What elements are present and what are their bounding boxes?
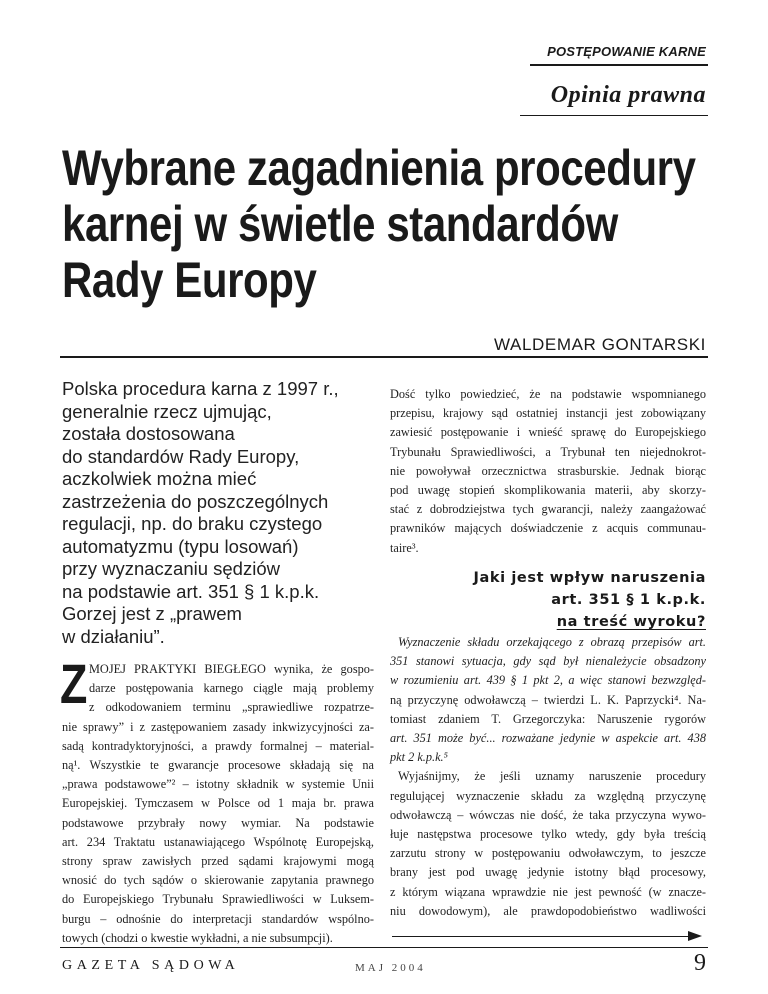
body-line: prawników mających doświadczenie z acquis communau- [390, 521, 706, 536]
body-line: pod uwagę stopień skomplikowania materii, aby skorzy- [390, 483, 706, 498]
body-line: odwoławczą – wówczas nie dość, że taka przyczyna wywo- [390, 807, 706, 822]
lead-line: została dostosowana [62, 423, 235, 444]
body-line: „prawa podstawowe”² – istotny składnik w systemie Unii [62, 777, 374, 792]
lead-line: do standardów Rady Europy, [62, 445, 300, 467]
lead-line: Gorzej jest z „prawem [62, 603, 242, 624]
body-line: regulującej wyznaczenie składu za względną przyczynę [390, 788, 706, 803]
body-line: art. 234 Traktatu ustanawiającego Wspólnotę Europejską, [62, 834, 374, 849]
title-line: karnej w świetle standardów [62, 196, 618, 252]
author-name: WALDEMAR GONTARSKI [494, 335, 706, 354]
lead-line: Polska procedura karna z 1997 r., [62, 378, 339, 399]
lead-line: generalnie rzecz ujmując, [62, 400, 272, 422]
body-line: stać z dobrodziejstwa tych gwarancji, należy zaangażować [390, 502, 706, 517]
body-line: niu dowodowym), ale prawdopodobieństwo wadliwości [390, 903, 706, 918]
article-title [62, 140, 696, 308]
body-line: zawiesić postępowanie i wnieść sprawę do Europejskiego [390, 425, 706, 440]
author-rule [60, 356, 708, 358]
lead-line: zastrzeżenia do poszczególnych [62, 490, 329, 512]
title-line: Rady Europy [62, 252, 317, 308]
issue-date: MAJ 2004 [355, 962, 426, 974]
body-line: z odkodowaniem terminu „sprawiedliwe rozpatrze- [89, 700, 374, 715]
subheading-line: na treść wyroku? [556, 614, 706, 630]
footer-rule [60, 947, 708, 948]
body-line: łuje następstwa procesowe tylko wtedy, gdy była treścią [390, 827, 706, 842]
body-line: ną¹. Wszystkie te gwarancje procesowe składają się na [62, 758, 374, 773]
body-line: Wyznaczenie składu orzekającego z obrazą przepisów art. [398, 635, 706, 649]
body-line: 351 stanowi sytuacja, gdy sąd był nienależycie obsadzony [390, 654, 706, 669]
body-line: tomiast zdaniem T. Grzegorczyka: Naruszenie rygorów [390, 711, 706, 726]
body-line: burgu – odnośnie do interpretacji standardów wspólno- [62, 911, 374, 926]
body-line: z którym wiązana wprawdzie nie jest pewność (w znacze- [390, 884, 706, 899]
page-number: 9 [694, 950, 706, 976]
lead-line: w działaniu”. [62, 625, 165, 647]
header-rule [530, 64, 708, 66]
publication-name: GAZETA SĄDOWA [62, 958, 240, 973]
lead-line: automatyzmu (typu losowań) [62, 535, 299, 557]
drop-cap: Z [60, 652, 88, 715]
rubric-label: Opinia prawna [550, 82, 706, 108]
body-column-left [62, 660, 374, 948]
body-line: towych (chodzi o kwestie wykładni, a nie subsumpcji). [62, 930, 333, 945]
section-subheading [474, 567, 706, 633]
body-line: darze postępowania karnego ciągle mają problemy [89, 681, 374, 696]
body-line: podstawowe przybrały nowy wymiar. Na podstawie [62, 815, 374, 830]
lead-paragraph [62, 378, 362, 648]
lead-line: przy wyznaczaniu sędziów [62, 558, 280, 579]
body-line: art. 351 może być... rozważane jedynie w aspekcie art. 438 [390, 731, 706, 746]
body-line: nie powoływał orzecznictwa strasburskie. Jednak biorąc [390, 463, 706, 478]
body-line: do Europejskiego Trybunału Sprawiedliwości w Luksem- [62, 892, 374, 907]
body-line: Trybunału Sprawiedliwości, a Trybunał ten niejednokrot- [390, 444, 706, 459]
body-line: sadą kontradyktoryjności, a prawdy formalnej – material- [62, 738, 374, 753]
section-label: POSTĘPOWANIE KARNE [547, 44, 706, 59]
body-line: ną przyczynę odwoławczą – twierdzi L. K. Paprzycki⁴. Na- [390, 692, 706, 707]
lead-line: na podstawie art. 351 § 1 k.p.k. [62, 580, 320, 602]
body-line: Europejskiej. Tymczasem w Polsce od 1 maja br. prawa [62, 796, 374, 811]
body-line: w rozumieniu art. 439 § 1 pkt 2, a więc stanowi bezwzględ- [390, 673, 706, 688]
body-line: zarzutu strony w postępowaniu odwoławczym, to jeszcze [390, 846, 706, 861]
body-line: MOJEJ PRAKTYKI BIEGŁEGO wynika, że gospo- [89, 662, 374, 676]
subheading-line: Jaki jest wpływ naruszenia [473, 570, 706, 586]
title-line: Wybrane zagadnienia procedury [62, 140, 696, 196]
body-line: strony spraw zawisłych przed sądami krajowymi mogą [62, 854, 374, 869]
body-line: wnosić do tych sądów o skierowanie zapytania prawnego [62, 873, 374, 888]
body-line: pkt 2 k.p.k.⁵ [390, 750, 448, 765]
body-line: przepisu, krajowy sąd ostatniej instancji jest zobowiązany [390, 406, 706, 421]
body-line: Dość tylko powiedzieć, że na podstawie wspomnianego [390, 387, 706, 401]
body-column-right-bottom [390, 633, 706, 921]
body-line: Wyjaśnijmy, że jeśli uznamy naruszenie procedury [398, 769, 706, 784]
subheading-line: art. 351 § 1 k.p.k. [551, 592, 706, 608]
body-line: nie sprawy” i z zastępowaniem zasady inkwizycyjności za- [62, 719, 374, 734]
lead-line: regulacji, np. do braku czystego [62, 513, 323, 534]
body-line: taire³. [390, 540, 419, 555]
body-line: brany jest pod uwagę jedynie istotny błąd procesowy, [390, 865, 706, 880]
arrow-right-icon [688, 931, 702, 941]
body-column-right-top [390, 385, 706, 558]
continue-arrow-line [392, 936, 690, 937]
rubric-rule [520, 115, 708, 116]
lead-line: aczkolwiek można mieć [62, 468, 257, 489]
